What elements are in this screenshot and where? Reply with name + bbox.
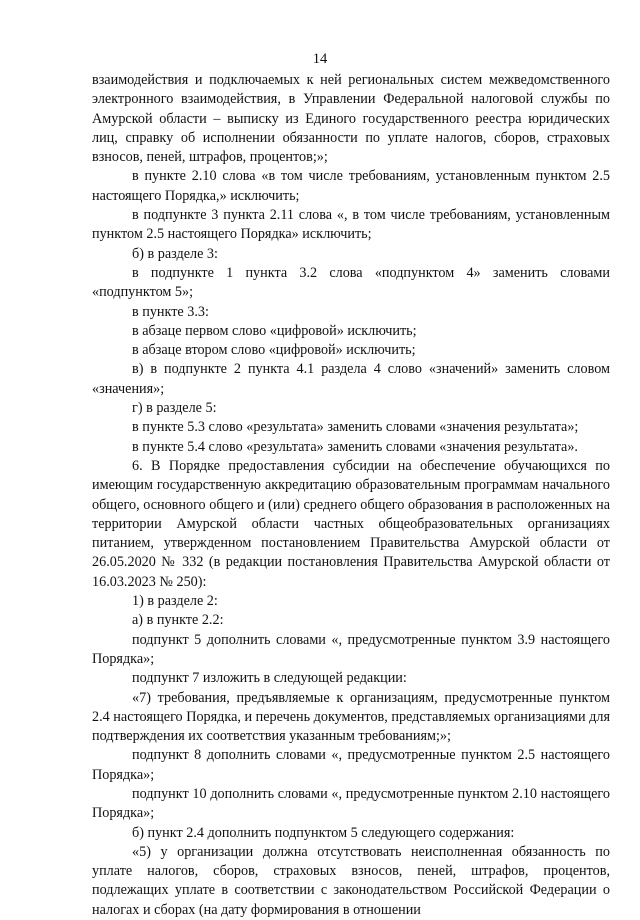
paragraph: в абзаце втором слово «цифровой» исключить; (132, 342, 416, 359)
paragraph: в подпункте 3 пункта 2.11 слова «, в том числе требованиям, установленным пунктом 2.5 настоящего Порядка» исключить; (92, 207, 610, 243)
paragraph: подпункт 10 дополнить словами «, предусмотренные пунктом 2.10 настоящего Порядка»; (92, 785, 610, 822)
paragraph: «7) требования, предъявляемые к организациям, предусмотренные пунктом 2.4 настоящего Порядка, и перечень документов, представляемых организациями для подтверждения их соответствия указанным требованиям;»; (92, 689, 610, 745)
paragraph: в абзаце первом слово «цифровой» исключить; (132, 322, 417, 339)
paragraph: подпункт 7 изложить в следующей редакции: (132, 670, 407, 687)
paragraph: в пункте 5.3 слово «результата» заменить словами «значения результата»; (132, 419, 579, 436)
paragraph: в) в подпункте 2 пункта 4.1 раздела 4 слово «значений» заменить словом «значения»; (92, 361, 610, 397)
paragraph: в пункте 3.3: (132, 303, 209, 320)
paragraph: г) в разделе 5: (132, 400, 217, 417)
paragraph: в подпункте 1 пункта 3.2 слова «подпунктом 4» заменить словами «подпунктом 5»; (92, 264, 610, 301)
paragraph: в пункте 5.4 слово «результата» заменить словами «значения результата». (132, 438, 578, 455)
document-body (92, 71, 610, 920)
paragraph: «5) у организации должна отсутствовать неисполненная обязанность по уплате налогов, сборов, страховых взносов, пеней, штрафов, процентов, подлежащих уплате в соответствии с законодательством Российской Федерации о налогах и сборах (на дату формирования в отношении (92, 843, 610, 918)
page-number: 14 (312, 51, 328, 67)
paragraph: в пункте 2.10 слова «в том числе требованиям, установленным пунктом 2.5 настоящего Порядка,» исключить; (92, 168, 610, 204)
paragraph: 6. В Порядке предоставления субсидии на обеспечение обучающихся по имеющим государственную аккредитацию образовательным программам начального общего, основного общего и (или) среднего общего образования в расположенных на территории Амурской области частных общеобразовательных организациях питанием, утвержденном постановлением Правительства Амурской области от 26.05.2020 № 332 (в редакции постановления Правительства Амурской области от 16.03.2023 № 250): (92, 457, 610, 590)
paragraph: подпункт 5 дополнить словами «, предусмотренные пунктом 3.9 настоящего Порядка»; (92, 631, 610, 667)
paragraph: подпункт 8 дополнить словами «, предусмотренные пунктом 2.5 настоящего Порядка»; (92, 747, 610, 783)
paragraph: взаимодействия и подключаемых к ней региональных систем межведомственного электронного взаимодействия, в Управлении Федеральной налоговой службы по Амурской области – выписку из Единого государственного реестра юридических лиц, справку об исполнении обязанности по уплате налогов, сборов, страховых взносов, пеней, штрафов, процентов;»; (92, 72, 610, 166)
paragraph: а) в пункте 2.2: (132, 612, 224, 629)
paragraph: б) в разделе 3: (132, 245, 218, 262)
paragraph: 1) в разделе 2: (132, 593, 218, 610)
paragraph: б) пункт 2.4 дополнить подпунктом 5 следующего содержания: (132, 824, 515, 841)
